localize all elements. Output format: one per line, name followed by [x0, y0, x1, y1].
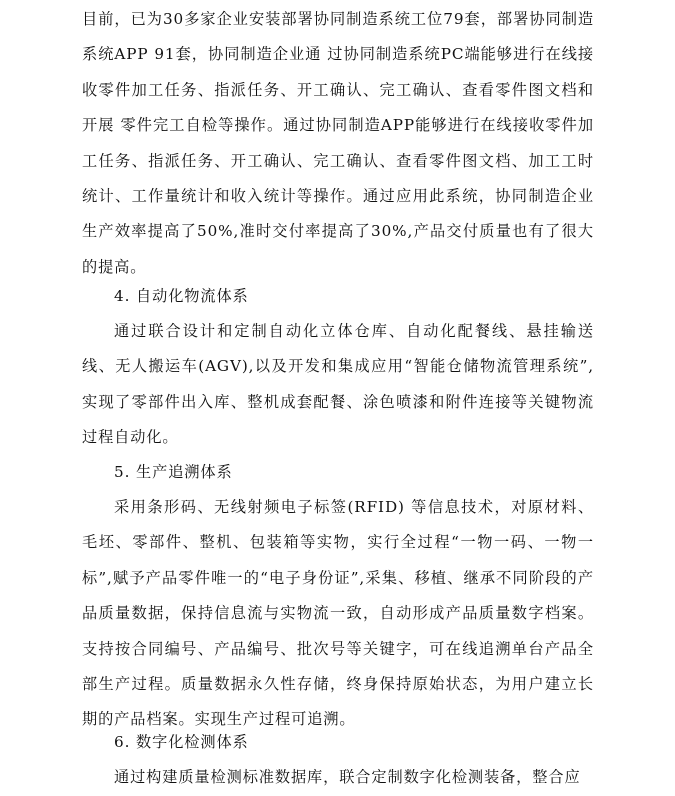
- paragraph-automated-logistics: 通过联合设计和定制自动化立体仓库、自动化配餐线、悬挂输送线、无人搬运车(AGV),以及开发和集成应用“智能仓储物流管理系统”,实现了零部件出入库、整机成套配餐、涂色喷漆和附件连接等关键物流过程自动化。: [82, 322, 594, 447]
- paragraph-digital-inspection: 通过构建质量检测标准数据库，联合定制数字化检测装备，整合应: [114, 768, 581, 786]
- paragraph-collaborative-manufacturing: 目前，已为30多家企业安装部署协同制造系统工位79套，部署协同制造系统APP 91套，协同制造企业通 过协同制造系统PC端能够进行在线接收零件加工任务、指派任务、开工确认、完工确认、查看零件图文档和开展 零件完工自检等操作。通过协同制造APP能够进行在线接收零件加工任务、指派任务、开工确认、完工确认、查看零件图文档、加工工时统计、工作量统计和收入统计等操作。通过应用此系统，协同制造企业生产效率提高了50%,准时交付率提高了30%,产品交付质量也有了很大的提高。: [82, 10, 594, 276]
- paragraph-production-traceability: 采用条形码、无线射频电子标签(RFID) 等信息技术，对原材料、毛坯、零部件、整机、包装箱等实物，实行全过程“一物一码、一物一标”,赋予产品零件唯一的“电子身份证”,采集、移植、继承不同阶段的产品质量数据，保持信息流与实物流一致，自动形成产品质量数字档案。支持按合同编号、产品编号、批次号等关键字，可在线追溯单台产品全部生产过程。质量数据永久性存储，终身保持原始状态，为用户建立长期的产品档案。实现生产过程可追溯。: [82, 498, 594, 729]
- section-heading-6: 6. 数字化检测体系: [114, 733, 249, 751]
- section-heading-5: 5. 生产追溯体系: [114, 463, 233, 481]
- section-heading-4: 4. 自动化物流体系: [114, 287, 249, 305]
